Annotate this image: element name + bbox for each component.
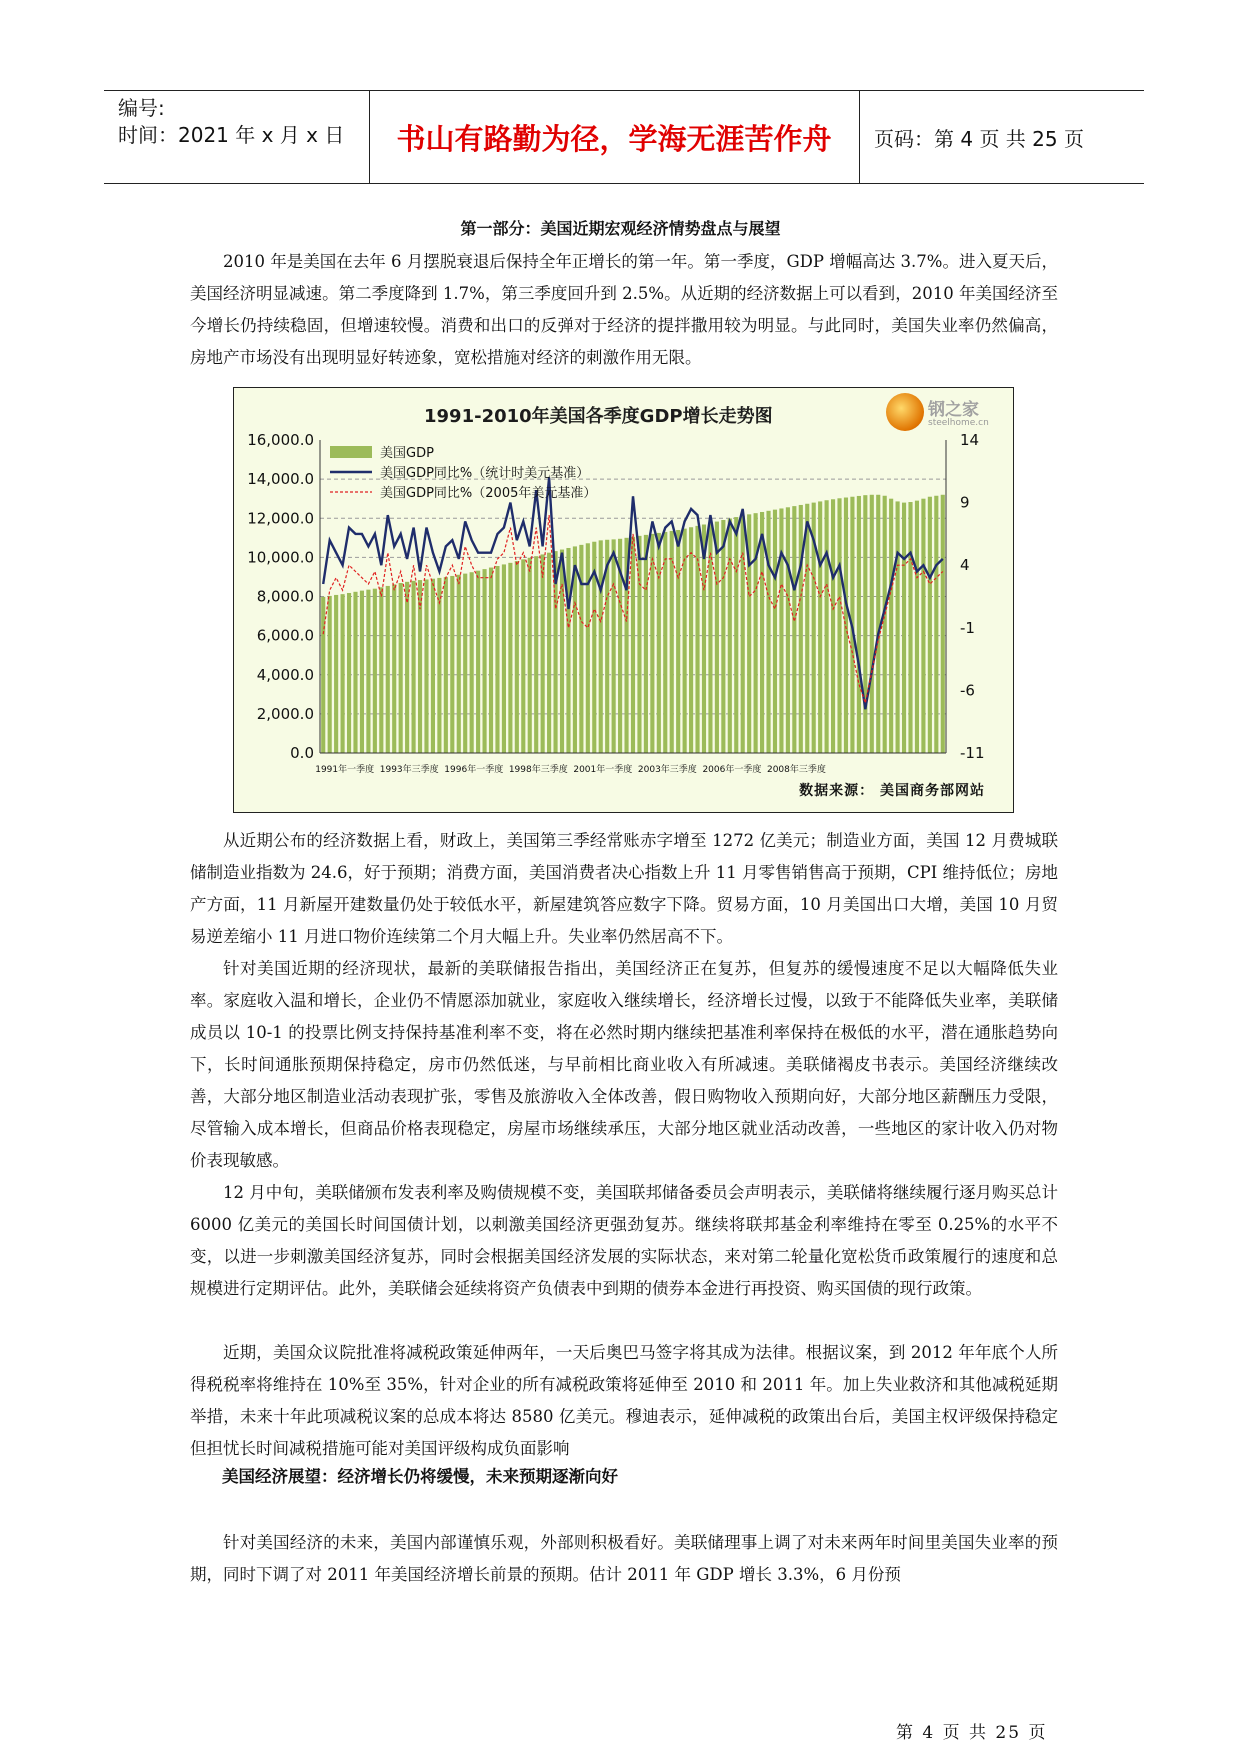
gdp-bar: [547, 553, 551, 753]
gdp-bar: [941, 495, 945, 753]
gdp-bar: [844, 498, 848, 753]
gdp-bar: [431, 579, 435, 753]
paragraph: 12 月中旬，美联储颁布发表利率及购债规模不变，美国联邦储备委员会声明表示，美联储将继续履行逐月购买总计 6000 亿美元的美国长时间国债计划，以刺激美国经济更强劲复苏。继续将联邦基金利率维持在零至 0.25%的水平不变，以进一步刺激美国经济复苏，同时会根据美国经济发展的实际状态，来对第二轮量化宽松货币政策履行的速度和总规模进行定期评估。此外，美联储会延续将资产负债表中到期的债券本金进行再投资、购买国债的现行政策。: [190, 1183, 1058, 1298]
gdp-bar: [347, 593, 351, 753]
gdp-bar: [902, 503, 906, 753]
sub-heading: 美国经济展望：经济增长仍将缓慢，未来预期逐渐向好: [222, 1467, 618, 1486]
page-footer: 第 4 页 共 25 页: [896, 1723, 1048, 1743]
header-divider: [859, 91, 860, 183]
gdp-bar: [883, 496, 887, 753]
paragraph: 从近期公布的经济数据上看，财政上，美国第三季经常账赤字增至 1272 亿美元；制造业方面，美国 12 月费城联储制造业指数为 24.6，好于预期；消费方面，美国消费者决心指数上升 11 月零售销售高于预期，CPI 维持低位；房地产方面，11 月新屋开建数量仍处于较低水平，新屋建筑答应数字下降。贸易方面，10 月美国出口大增，美国 10 月贸易逆差缩小 11 月进口物价连续第二个月大幅上升。失业率仍然居高不下。: [190, 831, 1058, 946]
header-motto: 书山有路勤为径，学海无涯苦作舟: [396, 122, 832, 156]
chart-source: 数据来源： 美国商务部网站: [799, 783, 985, 799]
gdp-bar: [366, 590, 370, 753]
gdp-bar: [715, 522, 719, 753]
gdp-bar: [489, 568, 493, 753]
gdp-bar: [321, 597, 325, 753]
gdp-bar: [521, 559, 525, 753]
right-axis-tick-label: 14: [960, 431, 980, 449]
paragraph: 2010 年是美国在去年 6 月摆脱衰退后保持全年正增长的第一年。第一季度，GDP 增幅高达 3.7%。进入夏天后，美国经济明显减速。第二季度降到 1.7%，第三季度回升到 2.5%。从近期的经济数据上可以看到，2010 年美国经济至今增长仍持续稳固，但增速较慢。消费和出口的反弹对于经济的提拌撒用较为明显。与此同时，美国失业率仍然偏高，房地产市场没有出现明显好转迹象，宽松措施对经济的刺激作用无限。: [190, 252, 1058, 367]
right-axis-tick-label: 4: [960, 556, 970, 575]
gdp-bar: [534, 556, 538, 753]
gdp-bar: [599, 540, 603, 753]
gdp-bar: [483, 569, 487, 753]
x-axis-tick-label: 1991年一季度: [315, 765, 375, 775]
right-axis-tick-label: -1: [960, 618, 975, 637]
paragraph: 针对美国近期的经济现状，最新的美联储报告指出，美国经济正在复苏，但复苏的缓慢速度不足以大幅降低失业率。家庭收入温和增长，企业仍不情愿添加就业，家庭收入继续增长，经济增长过慢，以致于不能降低失业率，美联储成员以 10-1 的投票比例支持保持基准利率不变，将在必然时期内继续把基准利率保持在极低的水平，潜在通胀趋势向下，长时间通胀预期保持稳定，房市仍然低迷，与早前相比商业收入有所减速。美联储褐皮书表示。美国经济继续改善，大部分地区制造业活动表现扩张，零售及旅游收入全体改善，假日购物收入预期向好，大部分地区薪酬压力受限，尽管输入成本增长，但商品价格表现稳定，房屋市场继续承压，大部分地区就业活动改善，一些地区的家计收入仍对物价表现敏感。: [190, 959, 1058, 1170]
gdp-bar: [766, 511, 770, 753]
gdp-bar: [805, 504, 809, 753]
gdp-bar: [631, 537, 635, 753]
x-axis-tick-label: 2003年三季度: [637, 765, 697, 775]
chart-title: 1991-2010年美国各季度GDP增长走势图: [424, 406, 773, 427]
gdp-bar: [418, 580, 422, 753]
gdp-chart: [233, 387, 1014, 813]
gdp-chart-canvas: [234, 388, 1013, 812]
gdp-bar: [463, 574, 467, 753]
left-axis-tick-label: 14,000.0: [247, 470, 314, 489]
gdp-bar: [779, 508, 783, 753]
gdp-bar: [508, 563, 512, 753]
gdp-bar: [818, 501, 822, 753]
gdp-bar: [773, 510, 777, 753]
gdp-bar: [921, 499, 925, 753]
gdp-bar: [373, 589, 377, 753]
gdp-bar: [896, 501, 900, 753]
gdp-bar: [663, 532, 667, 753]
gdp-bar: [450, 576, 454, 753]
left-axis-tick-label: 8,000.0: [256, 587, 314, 606]
gdp-bar: [676, 530, 680, 753]
gdp-bar: [566, 548, 570, 753]
gdp-bar: [457, 575, 461, 753]
left-axis-tick-label: 0.0: [290, 744, 314, 762]
gdp-bar: [734, 517, 738, 753]
legend-label: 美国GDP: [380, 446, 434, 461]
left-axis-tick-label: 4,000.0: [256, 665, 314, 684]
gdp-bar: [728, 518, 732, 753]
gdp-bar: [341, 594, 345, 753]
left-axis-tick-label: 10,000.0: [247, 548, 314, 567]
gdp-bar: [444, 577, 448, 753]
gdp-bar: [857, 496, 861, 753]
gdp-bar: [495, 566, 499, 753]
gdp-bar: [689, 527, 693, 753]
legend-swatch-gdp: [330, 446, 372, 458]
gdp-bar: [541, 554, 545, 753]
document-number-label: 编号:: [118, 96, 165, 120]
gdp-bar: [586, 543, 590, 753]
left-axis-tick-label: 16,000.0: [247, 431, 314, 449]
section-title: 第一部分：美国近期宏观经济情势盘点与展望: [460, 219, 781, 238]
gdp-bar: [683, 529, 687, 753]
gdp-bar: [741, 516, 745, 753]
left-axis-tick-label: 12,000.0: [247, 509, 314, 528]
x-axis-tick-label: 2006年一季度: [702, 765, 762, 775]
gdp-bar: [831, 499, 835, 753]
right-axis-tick-label: -6: [960, 681, 975, 700]
x-axis-tick-label: 1998年三季度: [508, 765, 568, 775]
gdp-bar: [870, 495, 874, 753]
gdp-bar: [889, 499, 893, 753]
x-axis-tick-label: 1993年三季度: [379, 765, 439, 775]
x-axis-tick-label: 2008年三季度: [766, 765, 826, 775]
gdp-bar: [670, 531, 674, 753]
steelhome-logo-icon: [886, 391, 1006, 435]
logo-text-en: steelhome.cn: [928, 418, 989, 428]
gdp-bar: [644, 535, 648, 753]
logo-mark: [886, 393, 924, 431]
gdp-bar: [612, 539, 616, 753]
gdp-bar: [837, 498, 841, 753]
gdp-bar: [405, 582, 409, 753]
gdp-bar: [792, 506, 796, 753]
gdp-bar: [786, 507, 790, 753]
document-time-label: 时间：2021 年 x 月 x 日: [118, 123, 345, 147]
header-meta: [118, 95, 344, 149]
gdp-bar: [760, 512, 764, 753]
gdp-bar: [799, 505, 803, 753]
right-axis-tick-label: 9: [960, 493, 970, 512]
header-page-number: 页码：第 4 页 共 25 页: [874, 127, 1084, 151]
gdp-bar: [657, 533, 661, 753]
legend-label: 美国GDP同比%（统计时美元基准）: [380, 466, 590, 481]
gdp-bar: [863, 495, 867, 753]
right-axis-tick-label: -11: [960, 744, 985, 762]
gdp-bar: [334, 595, 338, 753]
gdp-bar: [934, 496, 938, 753]
left-axis-tick-label: 6,000.0: [256, 626, 314, 645]
left-axis-tick-label: 2,000.0: [256, 704, 314, 723]
page-header: [104, 90, 1144, 184]
gdp-bar: [470, 572, 474, 753]
legend-label: 美国GDP同比%（2005年美元基准）: [380, 486, 597, 501]
x-axis-tick-label: 2001年一季度: [573, 765, 633, 775]
paragraph: 近期，美国众议院批准将减税政策延伸两年，一天后奥巴马签字将其成为法律。根据议案，到 2012 年年底个人所得税税率将维持在 10%至 35%，针对企业的所有减税政策将延伸至 2010 和 2011 年。加上失业救济和其他减税延期举措，未来十年此项减税议案的总成本将达 8580 亿美元。穆迪表示，延伸减税的政策出台后，美国主权评级保持稳定但担忧长时间减税措施可能对美国评级构成负面影响: [190, 1343, 1058, 1458]
gdp-bar: [328, 596, 332, 753]
gdp-bar: [502, 564, 506, 753]
logo-text-cn: 钢之家: [928, 400, 979, 420]
gdp-bar: [650, 534, 654, 753]
gdp-bar: [560, 550, 564, 753]
gdp-bar: [721, 520, 725, 753]
gdp-bar: [528, 558, 532, 753]
gdp-bar: [915, 501, 919, 753]
x-axis-tick-label: 1996年一季度: [444, 765, 504, 775]
gdp-bar: [360, 591, 364, 753]
gdp-bar: [424, 579, 428, 753]
gdp-bar: [908, 502, 912, 753]
gdp-bar: [353, 592, 357, 753]
gdp-bar: [412, 581, 416, 753]
gdp-bar: [515, 561, 519, 753]
gdp-bar: [379, 587, 383, 753]
gdp-bar: [392, 584, 396, 753]
gdp-bar: [928, 497, 932, 753]
gdp-bar: [825, 500, 829, 753]
gdp-bar: [476, 571, 480, 753]
paragraph: 针对美国经济的未来，美国内部谨慎乐观，外部则积极看好。美联储理事上调了对未来两年时间里美国失业率的预期，同时下调了对 2011 年美国经济增长前景的预期。估计 2011 年 GDP 增长 3.3%，6 月份预: [190, 1533, 1058, 1584]
gdp-bar: [399, 583, 403, 753]
gdp-bar: [386, 586, 390, 753]
